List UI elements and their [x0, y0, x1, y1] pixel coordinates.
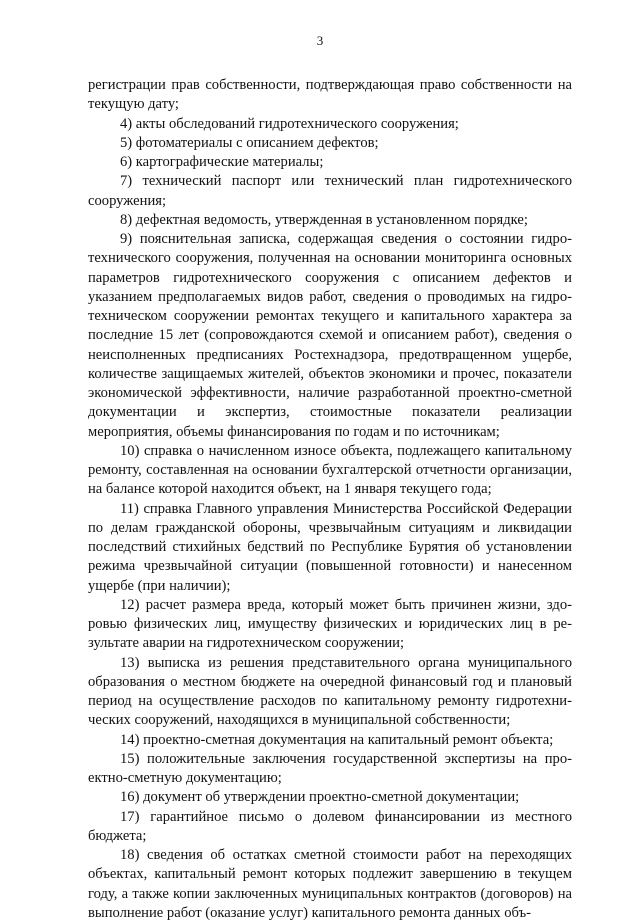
paragraph: 18) сведения об остатках сметной стоимости работ на переходящих объектах, капитальный ремонт которых подлежит завершению в текущем году, а также копии заключенных муниципальных контрактов (договоров) на выполнение работ (оказание услуг) капитального ремонта данных объ- [88, 847, 572, 921]
paragraph: 7) технический паспорт или технический план гидротехнического сооружения; [88, 173, 572, 209]
paragraph: 15) положительные заключения государственной экспертизы на проектно-сметную документацию; [88, 750, 572, 786]
paragraph: 8) дефектная ведомость, утвержденная в установленном порядке; [120, 211, 528, 228]
paragraph: 12) расчет размера вреда, который может быть причинен жизни, здоровью физических лиц, имуществу физических и юридических лиц в результате аварии на гидротехническом сооружении; [88, 596, 572, 652]
paragraph: 13) выписка из решения представительного органа муниципального образования о местном бюджете на очередной финансовый год и плановый период на осуществление расходов по капитальному ремонту гидротехнических сооружений, находящихся в муниципальной собственности; [88, 654, 572, 729]
page-number: 3 [316, 33, 324, 48]
paragraph: 9) пояснительная записка, содержащая сведения о состоянии гидротехнического сооружения, полученная на основании мониторинга основных параметров гидротехнического сооружения с описанием дефектов и указанием предполагаемых видов работ, сведения о проводимых на гидротехническом сооружении ремонтах текущего и капитального характера за последние 15 лет (сопровождаются схемой и описанием работ), сведения о неисполненных предписаниях Ростехнадзора, предотвращенном ущербе, количестве защищаемых жителей, объектов экономики и прочес, показатели экономической эффективности, наличие разработанной проектно-сметной документации и экспертиз, стоимостные показатели реализации мероприятия, объемы финансирования по годам и по источникам; [88, 231, 572, 440]
paragraph: 11) справка Главного управления Министерства Российской Федерации по делам гражданской обороны, чрезвычайным ситуациям и ликвидации последствий стихийных бедствий по Республике Бурятия об установлении режима чрезвычайной ситуации (повышенной готовности) и нанесенном ущербе (при наличии); [88, 500, 572, 594]
paragraph: регистрации прав собственности, подтверждающая право собственности на текущую дату; [88, 77, 572, 113]
paragraph: 16) документ об утверждении проектно-сметной документации; [120, 789, 520, 806]
paragraph: 14) проектно-сметная документация на капитальный ремонт объекта; [120, 731, 554, 748]
paragraph: 6) картографические материалы; [120, 154, 324, 170]
paragraph: 17) гарантийное письмо о долевом финансировании из местного бюджета; [88, 808, 572, 844]
paragraph: 5) фотоматериалы с описанием дефектов; [120, 134, 379, 151]
paragraph: 4) акты обследований гидротехнического сооружения; [120, 115, 459, 132]
paragraph: 10) справка о начисленном износе объекта, подлежащего капитальному ремонту, составленная на основании бухгалтерской отчетности организации, на балансе которой находится объект, на 1 января текущего года; [88, 442, 572, 498]
body-text [88, 76, 572, 923]
